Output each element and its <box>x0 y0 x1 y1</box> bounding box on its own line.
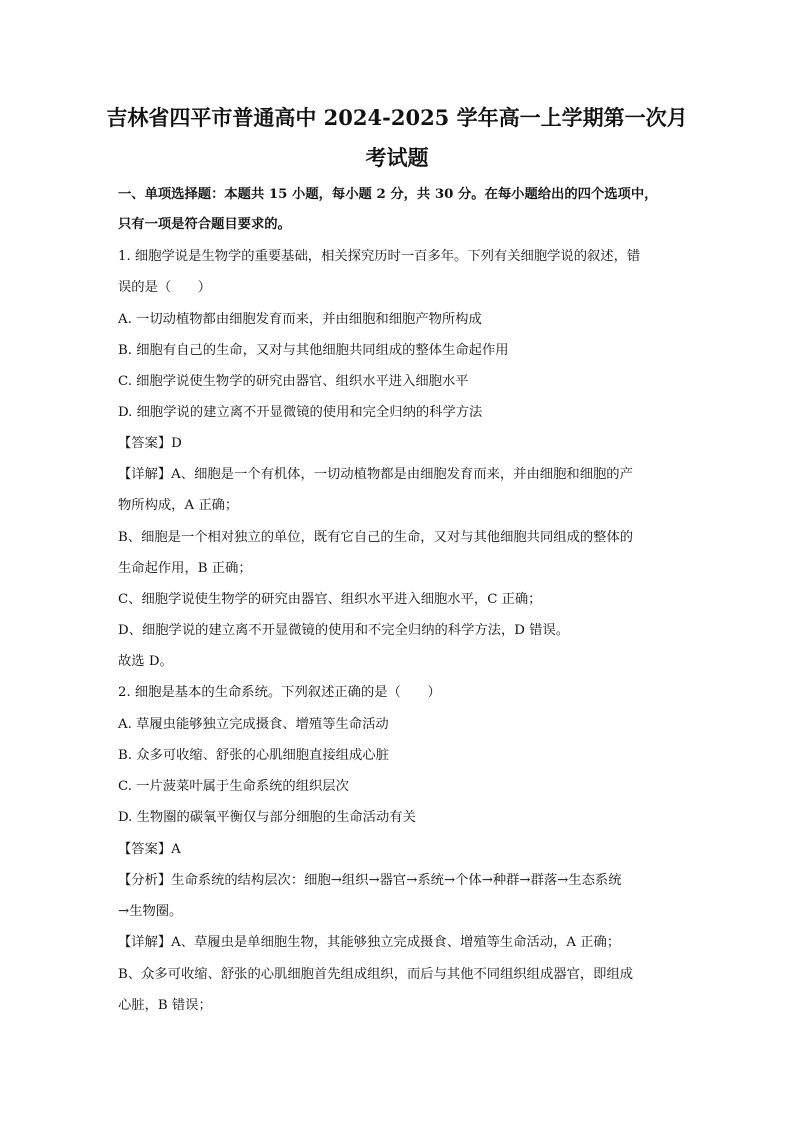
q1-detail-line-6: D、细胞学说的建立离不开显微镜的使用和不完全归纳的科学方法，D 错误。 <box>118 623 570 638</box>
q1-option-b: B. 细胞有自己的生命，又对与其他细胞共同组成的整体生命起作用 <box>118 343 509 358</box>
q2-analysis-line-1: 【分析】生命系统的结构层次：细胞→组织→器官→系统→个体→种群→群落→生态系统 <box>118 873 622 888</box>
q1-option-d: D. 细胞学说的建立离不开显微镜的使用和完全归纳的科学方法 <box>118 405 483 420</box>
q1-detail-line-2: 物所构成，A 正确； <box>118 498 239 513</box>
section-heading-line-2: 只有一项是符合题目要求的。 <box>118 217 291 232</box>
q2-analysis-line-2: →生物圈。 <box>118 904 183 919</box>
q1-stem-line-1: 1. 细胞学说是生物学的重要基础，相关探究历时一百多年。下列有关细胞学说的叙述，错 <box>118 249 641 264</box>
q2-option-b: B. 众多可收缩、舒张的心肌细胞直接组成心脏 <box>118 748 389 763</box>
q2-detail-line-3: 心脏，B 错误； <box>118 998 212 1013</box>
q2-option-a: A. 草履虫能够独立完成摄食、增殖等生命活动 <box>118 717 389 732</box>
q2-stem: 2. 细胞是基本的生命系统。下列叙述正确的是（ ） <box>118 685 441 700</box>
q1-detail-line-1: 【详解】A、细胞是一个有机体，一切动植物都是由细胞发育而来，并由细胞和细胞的产 <box>118 467 633 482</box>
q1-conclusion: 故选 D。 <box>118 654 173 669</box>
q1-detail-line-5: C、细胞学说使生物学的研究由器官、组织水平进入细胞水平，C 正确； <box>118 592 542 607</box>
q1-option-c: C. 细胞学说使生物学的研究由器官、组织水平进入细胞水平 <box>118 374 469 389</box>
q1-answer: 【答案】D <box>118 436 182 451</box>
q1-detail-line-4: 生命起作用，B 正确； <box>118 561 252 576</box>
q1-stem-line-2: 误的是（ ） <box>118 280 212 295</box>
q2-detail-line-1: 【详解】A、草履虫是单细胞生物，其能够独立完成摄食、增殖等生命活动，A 正确； <box>118 935 621 950</box>
q2-option-d: D. 生物圈的碳氧平衡仅与部分细胞的生命活动有关 <box>118 810 416 825</box>
q2-detail-line-2: B、众多可收缩、舒张的心肌细胞首先组成组织，而后与其他不同组织组成器官，即组成 <box>118 967 634 982</box>
q1-option-a: A. 一切动植物都由细胞发育而来，并由细胞和细胞产物所构成 <box>118 312 482 327</box>
section-heading-line-1: 一、单项选择题：本题共 15 小题，每小题 2 分，共 30 分。在每小题给出的四个选项中， <box>118 187 658 202</box>
document-title-line-1: 吉林省四平市普通高中 2024-2025 学年高一上学期第一次月 <box>106 105 688 130</box>
q2-answer: 【答案】A <box>118 842 181 857</box>
document-title-line-2: 考试题 <box>365 145 429 170</box>
q2-option-c: C. 一片菠菜叶属于生命系统的组织层次 <box>118 779 349 794</box>
q1-detail-line-3: B、细胞是一个相对独立的单位，既有它自己的生命，又对与其他细胞共同组成的整体的 <box>118 530 634 545</box>
